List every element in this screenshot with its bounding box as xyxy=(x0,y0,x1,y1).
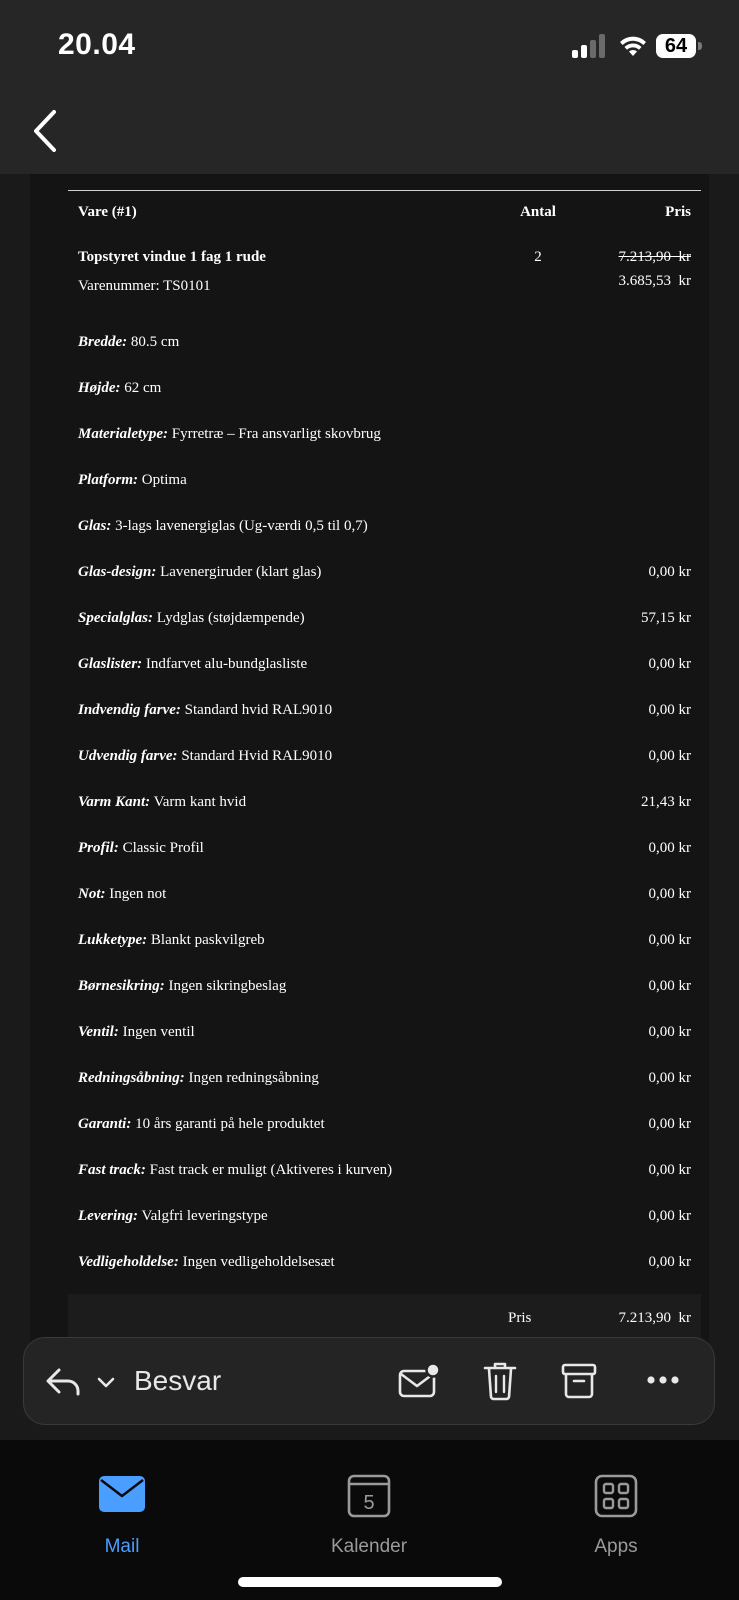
product-old-price: 7.213,90 kr xyxy=(618,249,691,265)
option-value: 80.5 cm xyxy=(130,334,180,350)
option-label: Ventil: xyxy=(78,1024,119,1040)
reply-button[interactable]: Besvar xyxy=(134,1365,222,1396)
option-value: Ingen ventil xyxy=(122,1024,195,1040)
tab-apps-label: Apps xyxy=(594,1536,638,1557)
header-price: Pris xyxy=(665,204,691,220)
more-icon[interactable] xyxy=(646,1374,680,1386)
option-value: Lavenergiruder (klart glas) xyxy=(160,564,322,580)
option-row xyxy=(78,1254,335,1271)
option-row xyxy=(78,518,368,535)
option-row xyxy=(78,748,332,765)
option-row xyxy=(78,1162,392,1179)
option-row xyxy=(78,564,321,581)
option-row xyxy=(78,932,265,949)
option-price: 0,00 kr xyxy=(648,564,691,580)
apps-grid-icon xyxy=(592,1474,640,1518)
option-price: 0,00 kr xyxy=(648,1070,691,1086)
trash-icon[interactable] xyxy=(482,1360,518,1402)
cellular-signal-icon xyxy=(572,34,606,58)
option-value: Varm kant hvid xyxy=(153,794,247,810)
product-sku: Varenummer: TS0101 xyxy=(78,278,211,294)
summary-label: Pris xyxy=(508,1310,532,1326)
option-price: 0,00 kr xyxy=(648,1208,691,1224)
option-row xyxy=(78,1024,195,1041)
option-label: Lukketype: xyxy=(78,932,148,948)
option-value: Lydglas (støjdæmpende) xyxy=(156,610,305,626)
option-value: 62 cm xyxy=(124,380,162,396)
option-row xyxy=(78,426,381,443)
option-label: Platform: xyxy=(78,472,138,488)
tab-mail-label: Mail xyxy=(104,1536,140,1557)
option-label: Udvendig farve: xyxy=(78,748,178,764)
option-row xyxy=(78,472,187,489)
battery-level: 64 xyxy=(664,35,688,57)
option-label: Materialetype: xyxy=(78,426,168,442)
option-label: Glas-design: xyxy=(78,564,157,580)
option-value: Ingen sikringbeslag xyxy=(168,978,287,994)
option-row xyxy=(78,886,166,903)
option-value: Classic Profil xyxy=(122,840,204,856)
chevron-down-icon[interactable] xyxy=(96,1376,116,1390)
option-price: 0,00 kr xyxy=(648,1116,691,1132)
tab-bar xyxy=(0,1440,739,1600)
top-bar xyxy=(0,0,739,174)
header-item: Vare (#1) xyxy=(78,204,137,220)
option-value: Optima xyxy=(141,472,187,488)
option-value: 10 års garanti på hele produktet xyxy=(135,1116,325,1132)
option-row xyxy=(78,702,332,719)
option-label: Specialglas: xyxy=(78,610,153,626)
back-chevron-icon[interactable] xyxy=(30,108,60,154)
product-new-price: 3.685,53 kr xyxy=(618,273,691,289)
battery-icon xyxy=(656,34,702,58)
option-value: Fyrretræ – Fra ansvarligt skovbrug xyxy=(171,426,381,442)
option-value: Valgfri leveringstype xyxy=(141,1208,268,1224)
option-row xyxy=(78,656,307,673)
option-row xyxy=(78,794,246,811)
option-price: 0,00 kr xyxy=(648,656,691,672)
option-row xyxy=(78,1070,319,1087)
option-value: Ingen not xyxy=(109,886,167,902)
wifi-icon xyxy=(618,32,648,58)
option-price: 0,00 kr xyxy=(648,840,691,856)
header-qty: Antal xyxy=(520,204,556,220)
reply-toolbar xyxy=(23,1337,715,1425)
option-label: Vedligeholdelse: xyxy=(78,1254,179,1270)
mark-unread-icon[interactable] xyxy=(398,1362,440,1400)
option-row xyxy=(78,610,305,627)
option-label: Varm Kant: xyxy=(78,794,151,810)
option-label: Højde: xyxy=(78,380,121,396)
option-price: 0,00 kr xyxy=(648,886,691,902)
option-label: Børnesikring: xyxy=(78,978,165,994)
home-indicator xyxy=(238,1577,502,1587)
option-value: Standard hvid RAL9010 xyxy=(184,702,333,718)
option-label: Fast track: xyxy=(78,1162,146,1178)
table-top-rule xyxy=(68,190,701,191)
option-price: 0,00 kr xyxy=(648,702,691,718)
tab-calendar[interactable] xyxy=(289,1456,449,1556)
calendar-icon xyxy=(345,1474,393,1518)
option-label: Garanti: xyxy=(78,1116,132,1132)
option-price: 0,00 kr xyxy=(648,1024,691,1040)
option-label: Not: xyxy=(78,886,106,902)
option-label: Bredde: xyxy=(78,334,128,350)
option-label: Glaslister: xyxy=(78,656,143,672)
option-price: 0,00 kr xyxy=(648,1162,691,1178)
option-value: 3-lags lavenergiglas (Ug-værdi 0,5 til 0,7) xyxy=(115,518,368,534)
summary-value: 7.213,90 kr xyxy=(618,1310,691,1326)
option-label: Levering: xyxy=(78,1208,138,1224)
option-value: Blankt paskvilgreb xyxy=(150,932,265,948)
option-price: 57,15 kr xyxy=(641,610,691,626)
mail-icon xyxy=(98,1474,146,1514)
option-price: 21,43 kr xyxy=(641,794,691,810)
option-label: Redningsåbning: xyxy=(78,1070,185,1086)
email-body xyxy=(30,174,709,1344)
archive-icon[interactable] xyxy=(560,1362,598,1400)
option-value: Ingen vedligeholdelsesæt xyxy=(182,1254,335,1270)
tab-calendar-label: Kalender xyxy=(330,1536,408,1557)
reply-arrow-icon[interactable] xyxy=(44,1364,84,1398)
product-name: Topstyret vindue 1 fag 1 rude xyxy=(78,249,266,265)
status-time: 20.04 xyxy=(58,28,136,61)
option-label: Glas: xyxy=(78,518,112,534)
option-row xyxy=(78,840,204,857)
product-qty: 2 xyxy=(534,249,542,265)
option-value: Fast track er muligt (Aktiveres i kurven) xyxy=(149,1162,393,1178)
option-price: 0,00 kr xyxy=(648,978,691,994)
option-value: Indfarvet alu-bundglasliste xyxy=(145,656,308,672)
option-label: Profil: xyxy=(78,840,119,856)
option-value: Standard Hvid RAL9010 xyxy=(181,748,333,764)
option-value: Ingen redningsåbning xyxy=(188,1070,319,1086)
option-price: 0,00 kr xyxy=(648,932,691,948)
option-row xyxy=(78,978,286,995)
option-row xyxy=(78,1208,268,1225)
calendar-day: 5 xyxy=(363,1492,375,1514)
option-label: Indvendig farve: xyxy=(78,702,181,718)
option-price: 0,00 kr xyxy=(648,1254,691,1270)
option-price: 0,00 kr xyxy=(648,748,691,764)
option-row xyxy=(78,380,161,397)
tab-mail[interactable] xyxy=(42,1456,202,1556)
option-row xyxy=(78,334,179,351)
tab-apps[interactable] xyxy=(536,1456,696,1556)
option-row xyxy=(78,1116,325,1133)
